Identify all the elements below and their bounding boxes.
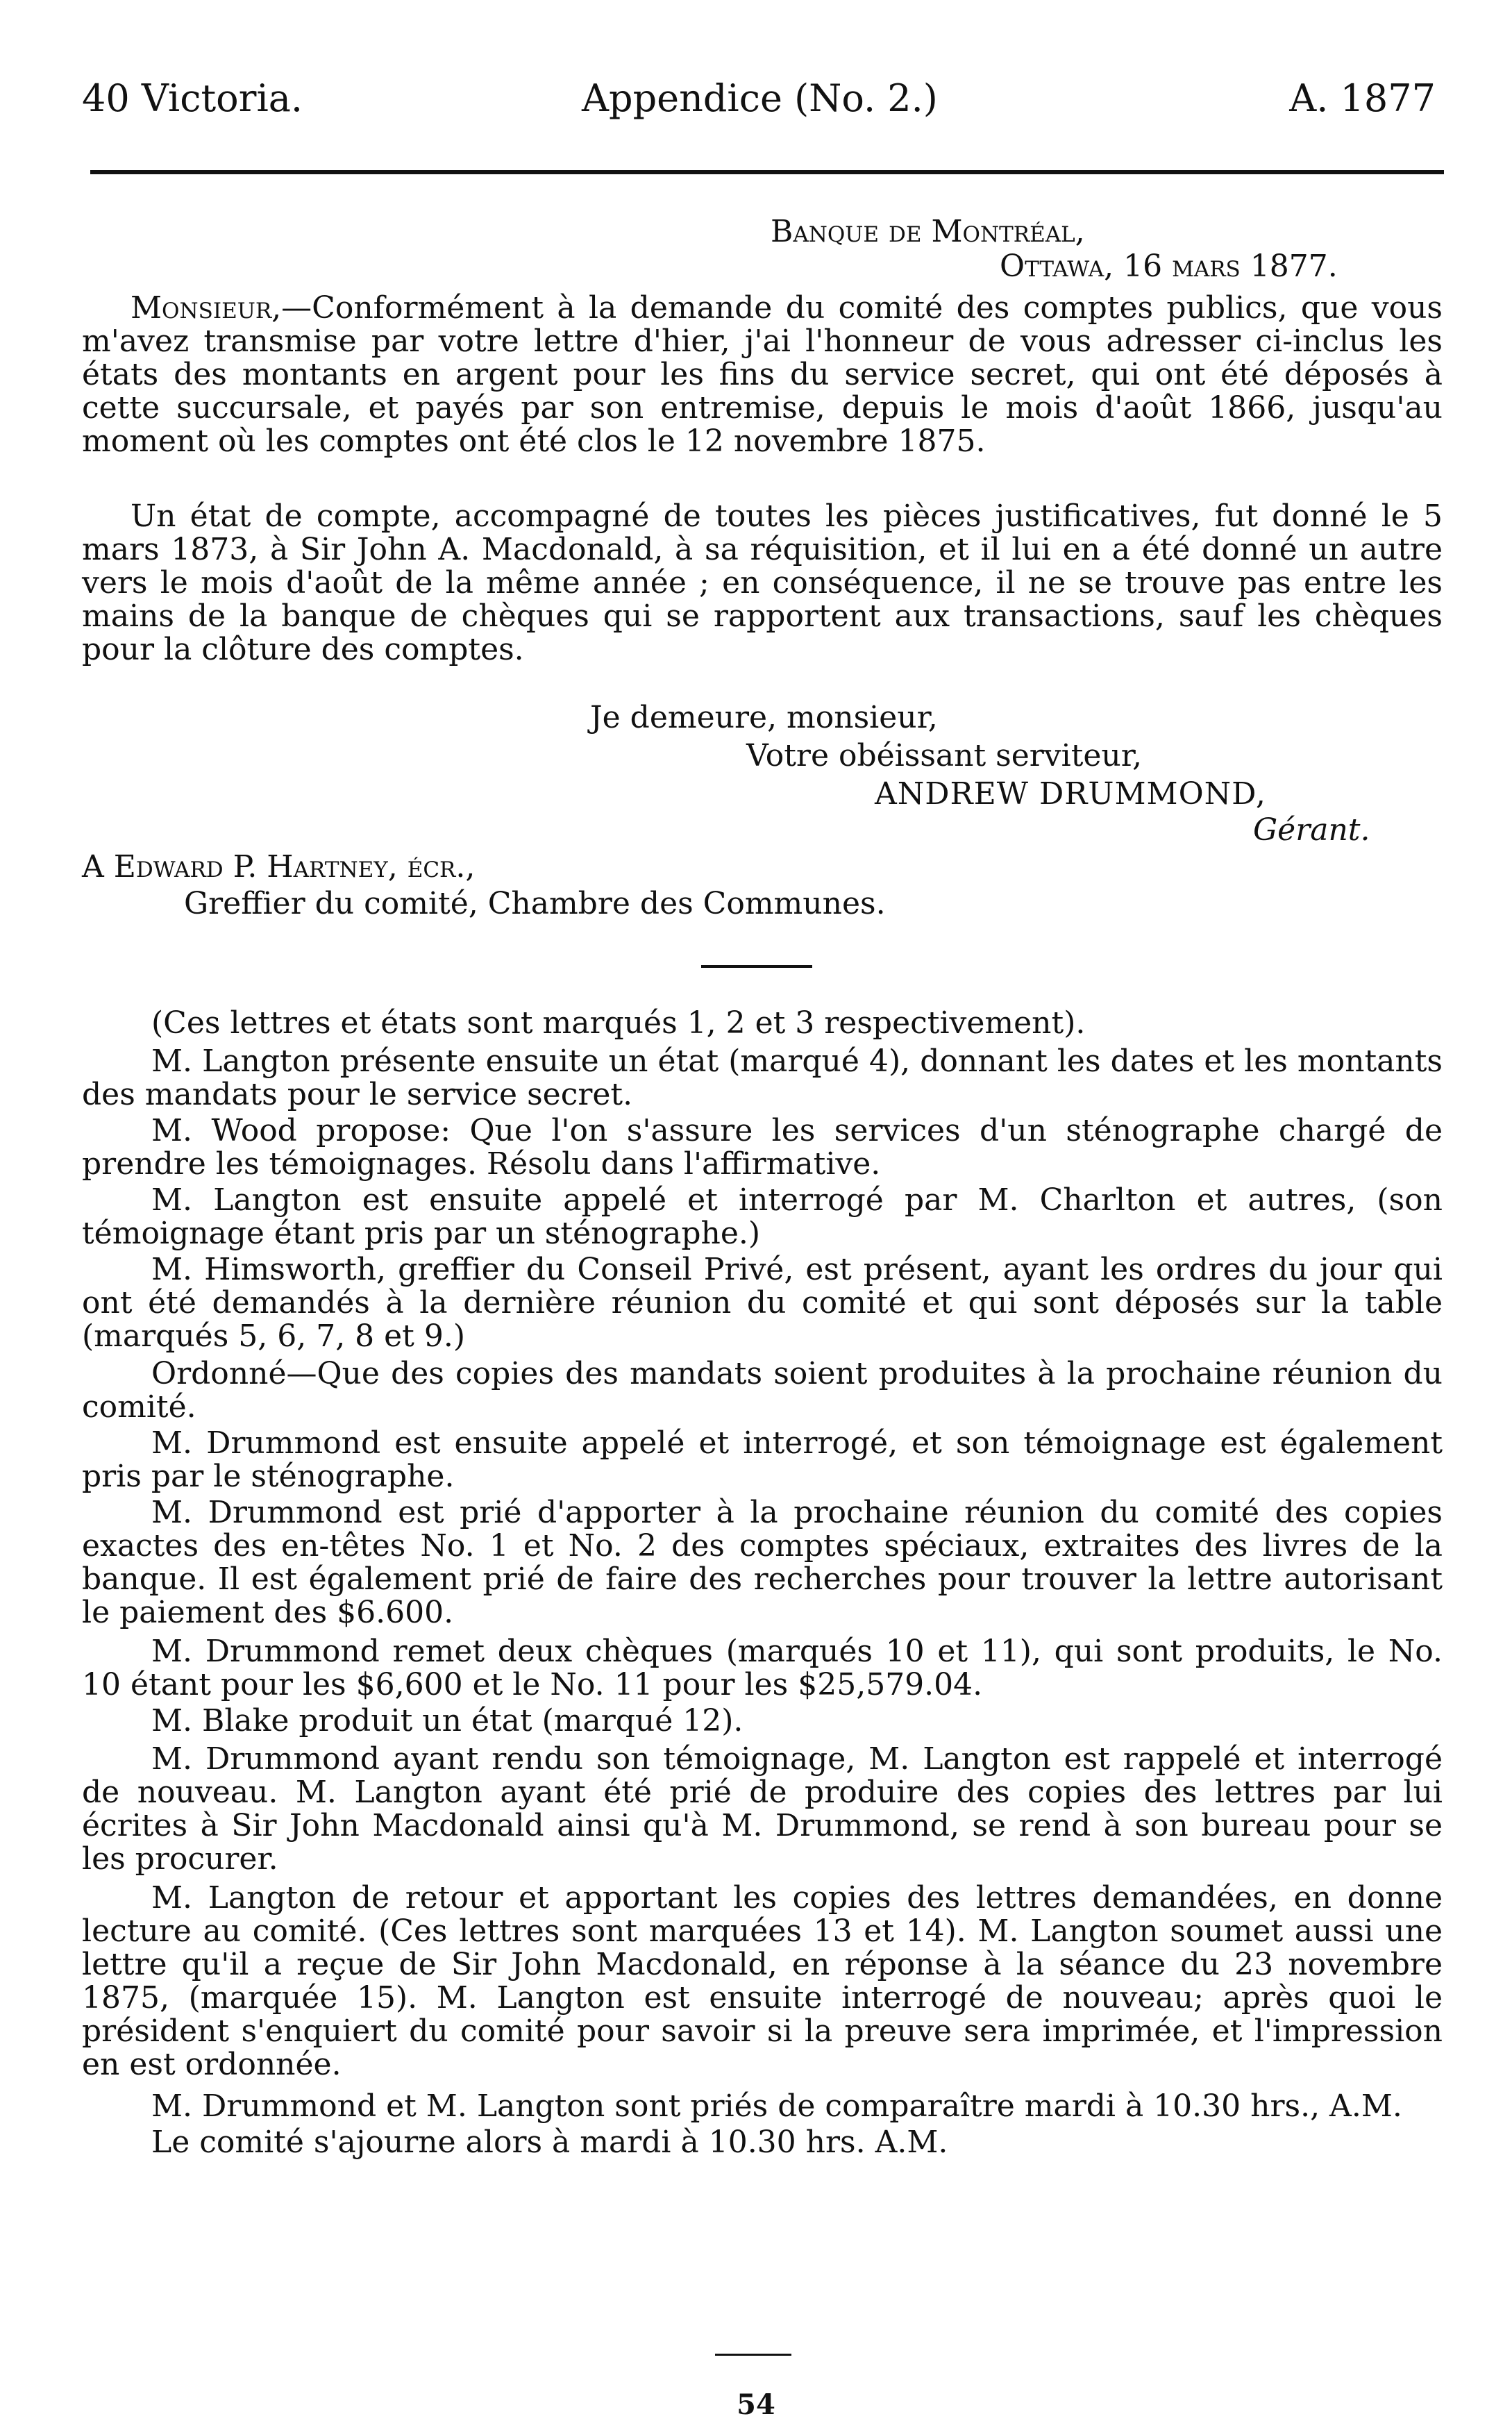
minute-9: M. Drummond remet deux chèques (marqués 10 et 11), qui sont produits, le No. 10 étant pour les $6,600 et le No. 11 pour les $25,579.04.: [82, 1634, 1443, 1702]
minute-4: M. Langton est ensuite appelé et interrogé par M. Charlton et autres, (son témoignage étant pris par un sténographe.): [82, 1182, 1443, 1251]
letter-bank: Banque de Montréal,: [771, 214, 1085, 249]
letter-paragraph-1: [82, 292, 1443, 458]
minute-1: (Ces lettres et états sont marqués 1, 2 et 3 respectivement).: [151, 1005, 1086, 1041]
header-rule: [90, 170, 1444, 174]
header-year: A. 1877: [1289, 76, 1436, 120]
footer-divider: [715, 2354, 791, 2356]
header-appendix: Appendice (No. 2.): [582, 76, 938, 120]
letter-signature: ANDREW DRUMMOND,: [875, 776, 1266, 812]
minute-11: M. Drummond ayant rendu son témoignage, M. Langton est rappelé et interrogé de nouveau. M. Langton ayant été prié de produire des copies des lettres par lui écrites à Sir John Macdonald ainsi qu'à M. Drummond, se rend à son bureau pour se les procurer.: [82, 1741, 1443, 1877]
letter-addressee: A Edward P. Hartney, écr.,: [82, 849, 476, 885]
letter-place-date: Ottawa, 16 mars 1877.: [1000, 249, 1338, 284]
header-session: 40 Victoria.: [82, 76, 303, 120]
letter-closing-2: Votre obéissant serviteur,: [746, 738, 1142, 773]
minute-8: M. Drummond est prié d'apporter à la prochaine réunion du comité des copies exactes des en-têtes No. 1 et No. 2 des comptes spéciaux, extraites des livres de la banque. Il est également prié de faire des recherches pour trouver la lettre autorisant le paiement des $6.600.: [82, 1495, 1443, 1630]
minute-13: M. Drummond et M. Langton sont priés de comparaître mardi à 10.30 hrs., A.M.: [151, 2088, 1402, 2124]
page-header: [82, 76, 1436, 132]
page-number: 54: [737, 2388, 775, 2421]
minute-2: M. Langton présente ensuite un état (marqué 4), donnant les dates et les montants des mandats pour le service secret.: [82, 1044, 1443, 1112]
letter-paragraph-2: Un état de compte, accompagné de toutes les pièces justificatives, fut donné le 5 mars 1873, à Sir John A. Macdonald, à sa réquisition, et il lui en a été donné un autre vers le mois d'août de la même année ; en conséquence, il ne se trouve pas entre les mains de la banque de chèques qui se rapportent aux transactions, sauf les chèques pour la clôture des comptes.: [82, 499, 1443, 667]
minute-3: M. Wood propose: Que l'on s'assure les services d'un sténographe chargé de prendre les témoignages. Résolu dans l'affirmative.: [82, 1113, 1443, 1182]
minute-6: Ordonné—Que des copies des mandats soient produites à la prochaine réunion du comité.: [82, 1356, 1443, 1425]
minute-10: M. Blake produit un état (marqué 12).: [151, 1703, 744, 1739]
section-divider: [701, 965, 812, 968]
letter-signatory-title: Gérant.: [1253, 812, 1370, 848]
minute-7: M. Drummond est ensuite appelé et interrogé, et son témoignage est également pris par le sténographe.: [82, 1425, 1443, 1494]
letter-salutation: Monsieur,: [131, 290, 282, 326]
letter-closing-1: Je demeure, monsieur,: [590, 700, 938, 735]
letter-addressee-role: Greffier du comité, Chambre des Communes.: [184, 886, 886, 921]
minute-14: Le comité s'ajourne alors à mardi à 10.30 hrs. A.M.: [151, 2125, 948, 2160]
minute-5: M. Himsworth, greffier du Conseil Privé, est présent, ayant les ordres du jour qui ont été demandés à la dernière réunion du comité et qui sont déposés sur la table (marqués 5, 6, 7, 8 et 9.): [82, 1252, 1443, 1354]
minute-12: M. Langton de retour et apportant les copies des lettres demandées, en donne lecture au comité. (Ces lettres sont marquées 13 et 14). M. Langton soumet aussi une lettre qu'il a reçue de Sir John Macdonald, en réponse à la séance du 23 novembre 1875, (marquée 15). M. Langton est ensuite interrogé de nouveau; après quoi le président s'enquiert du comité pour savoir si la preuve sera imprimée, et l'impression en est ordonnée.: [82, 1880, 1443, 2082]
letter-body-1: —Conformément à la demande du comité des comptes publics, que vous m'avez transmise par votre lettre d'hier, j'ai l'honneur de vous adresser ci-inclus les états des montants en argent pour les fins du service secret, qui ont été déposés à cette succursale, et payés par son entremise, depuis le mois d'août 1866, jusqu'au moment où les comptes ont été clos le 12 novembre 1875.: [82, 290, 1443, 459]
